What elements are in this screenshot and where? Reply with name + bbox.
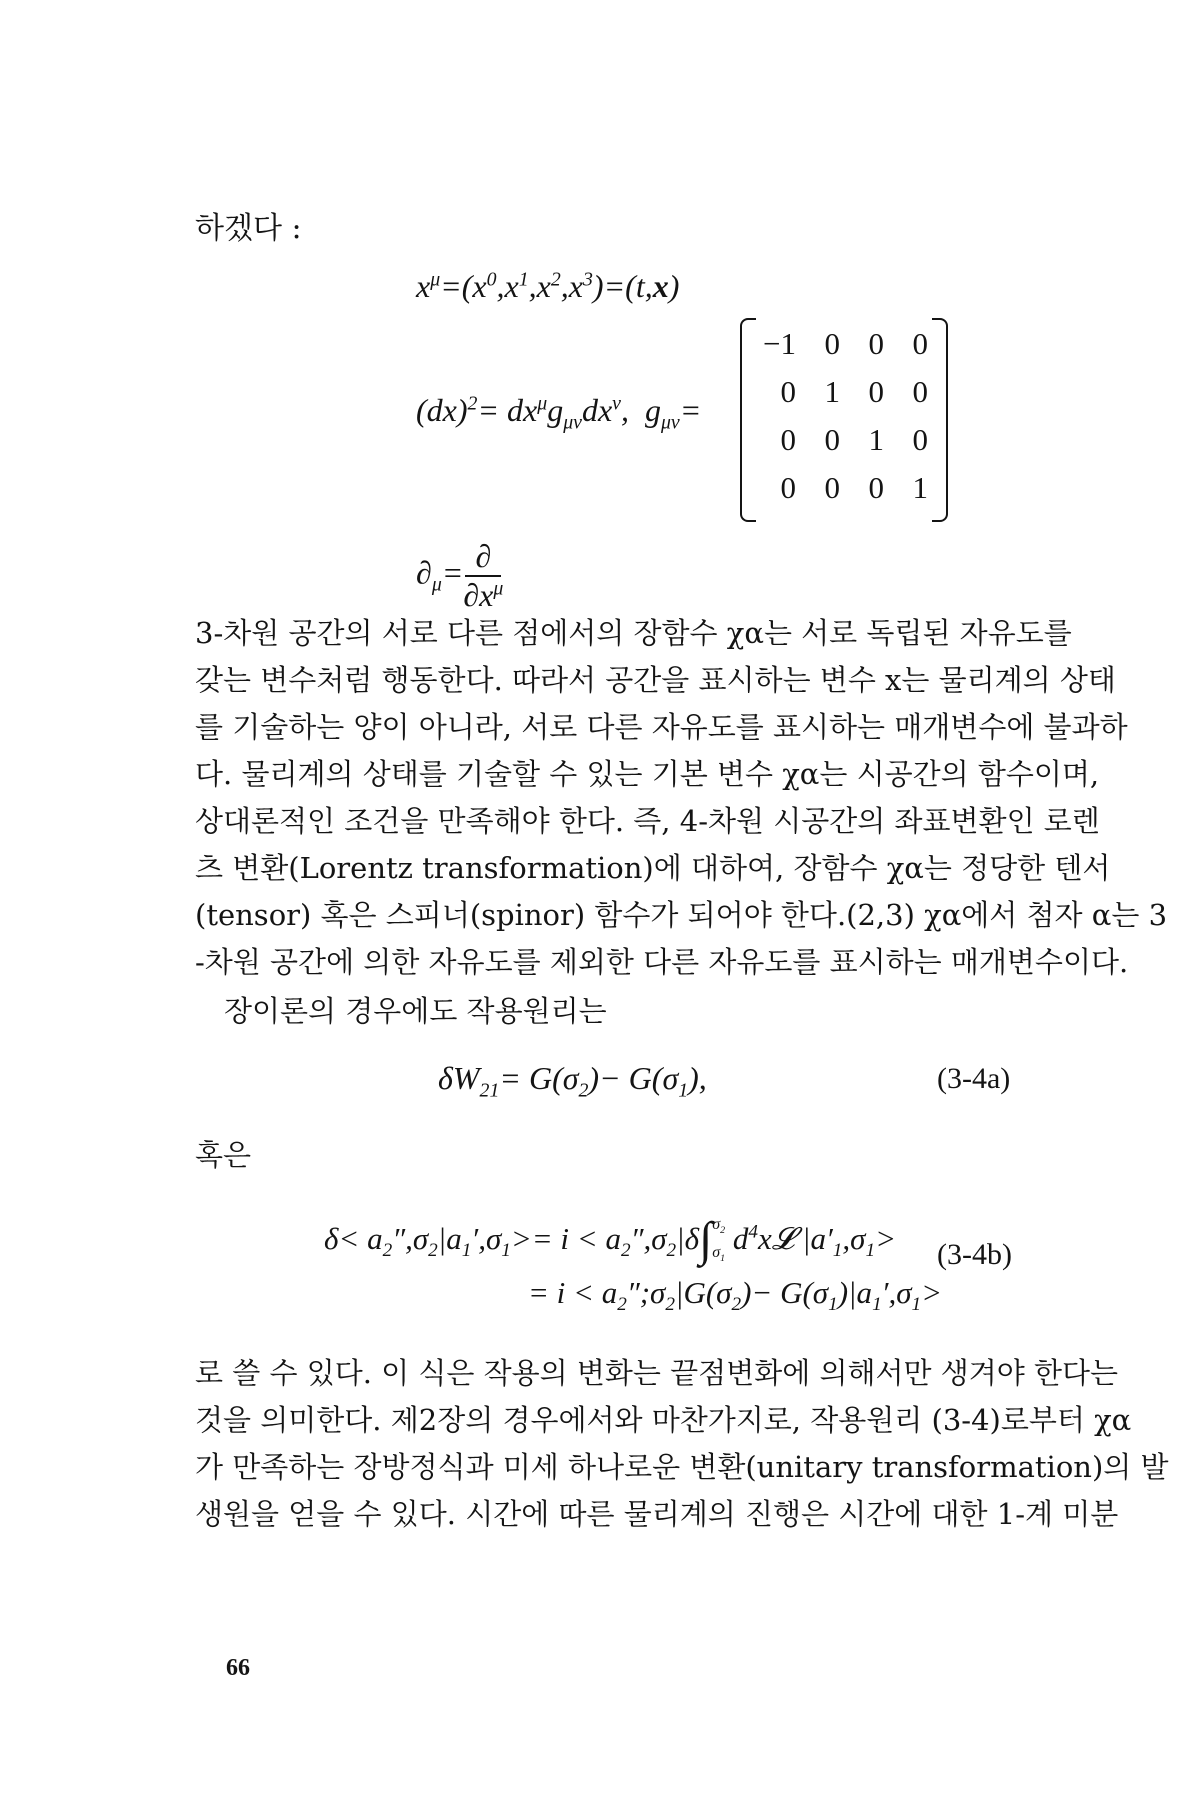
paragraph-3 bbox=[195, 1350, 1169, 1538]
equation-label-3-4b: (3-4b) bbox=[937, 1238, 1012, 1271]
matrix-cell: 1 bbox=[824, 374, 840, 409]
matrix-cell: 0 bbox=[780, 374, 796, 409]
paragraph-line: (tensor) 혹은 스피너(spinor) 함수가 되어야 한다.(2,3) χα에서 첨자 α는 3 bbox=[195, 898, 1168, 932]
paragraph-line: 를 기술하는 양이 아니라, 서로 다른 자유도를 표시하는 매개변수에 불과하 bbox=[195, 710, 1128, 744]
matrix-cell: 1 bbox=[912, 470, 928, 505]
equation-label-3-4a: (3-4a) bbox=[937, 1062, 1011, 1095]
matrix-row bbox=[758, 422, 928, 458]
matrix-cell: 0 bbox=[824, 470, 840, 505]
matrix-cell: 1 bbox=[868, 422, 884, 457]
matrix-row bbox=[758, 326, 928, 362]
matrix-row bbox=[758, 374, 928, 410]
page-number: 66 bbox=[226, 1655, 250, 1681]
paragraph-line: 다. 물리계의 상태를 기술할 수 있는 기본 변수 χα는 시공간의 함수이며, bbox=[195, 757, 1100, 791]
paragraph-line: 생원을 얻을 수 있다. 시간에 따른 물리계의 진행은 시간에 대한 1-계 미분 bbox=[195, 1497, 1119, 1531]
equation-3-4a: $\delta W_{21}= G(\sigma_2)- G(\sigma_1)$, bbox=[438, 1060, 707, 1102]
equation-coordinates: $x^\mu=(x^0,x^1,x^2,x^3)=(t,x)$ bbox=[416, 268, 680, 304]
paragraph-2: 장이론의 경우에도 작용원리는 bbox=[224, 994, 607, 1028]
equation-derivative: $\partial_\mu=$ $\frac{\partial}{\partial x^\mu}$ bbox=[416, 538, 504, 613]
matrix-row bbox=[758, 470, 928, 506]
matrix-cell: 0 bbox=[912, 326, 928, 361]
matrix-cell: 0 bbox=[824, 422, 840, 457]
matrix-cell: −1 bbox=[763, 326, 796, 361]
intro-text: 하겠다 : bbox=[195, 211, 302, 246]
right-brace bbox=[932, 318, 948, 522]
paragraph-line: -차원 공간에 의한 자유도를 제외한 다른 자유도를 표시하는 매개변수이다. bbox=[195, 945, 1129, 979]
matrix-cell: 0 bbox=[868, 326, 884, 361]
connector-text: 혹은 bbox=[195, 1138, 252, 1172]
matrix-cell: 0 bbox=[824, 326, 840, 361]
paragraph-line: 로 쓸 수 있다. 이 식은 작용의 변화는 끝점변화에 의해서만 생겨야 한다는 bbox=[195, 1356, 1119, 1390]
paragraph-line: 츠 변환(Lorentz transformation)에 대하여, 장함수 χα는 정당한 텐서 bbox=[195, 851, 1111, 885]
equation-metric: $(dx)^2= dx^\mu g_{\mu\nu}dx^\nu$, $g_{\mu\nu}=$ bbox=[416, 392, 702, 434]
paragraph-line: 가 만족하는 장방정식과 미세 하나로운 변환(unitary transformation)의 발 bbox=[195, 1450, 1169, 1484]
equation-3-4b-line2: = $i < a_2'';\sigma_2|G(\sigma_2)- G(\sigma_1)|a_1',\sigma_1>$ bbox=[528, 1275, 943, 1316]
matrix-cell: 0 bbox=[780, 470, 796, 505]
paragraph-line: 3-차원 공간의 서로 다른 점에서의 장함수 χα는 서로 독립된 자유도를 bbox=[195, 616, 1072, 650]
matrix-cell: 0 bbox=[780, 422, 796, 457]
paragraph-line: 갖는 변수처럼 행동한다. 따라서 공간을 표시하는 변수 x는 물리계의 상태 bbox=[195, 663, 1116, 697]
matrix-cell: 0 bbox=[912, 374, 928, 409]
paragraph-1 bbox=[195, 610, 1168, 986]
left-brace bbox=[740, 318, 756, 522]
paragraph-line: 상대론적인 조건을 만족해야 한다. 즉, 4-차원 시공간의 좌표변환인 로렌 bbox=[195, 804, 1100, 838]
equation-3-4b-line1: $\delta< a_2'',\sigma_2|a_1',\sigma_1>= i < a_2'',\sigma_2|\delta\int$ $\sigma_2$ $\sigma_1$ $d^4x𝓛$ $|a'_1,\sigma_1>$ bbox=[324, 1213, 896, 1266]
matrix-cell: 0 bbox=[868, 470, 884, 505]
metric-matrix bbox=[740, 318, 948, 518]
matrix-cell: 0 bbox=[868, 374, 884, 409]
paragraph-line: 것을 의미한다. 제2장의 경우에서와 마찬가지로, 작용원리 (3-4)로부터 χα bbox=[195, 1403, 1132, 1437]
matrix-cell: 0 bbox=[912, 422, 928, 457]
